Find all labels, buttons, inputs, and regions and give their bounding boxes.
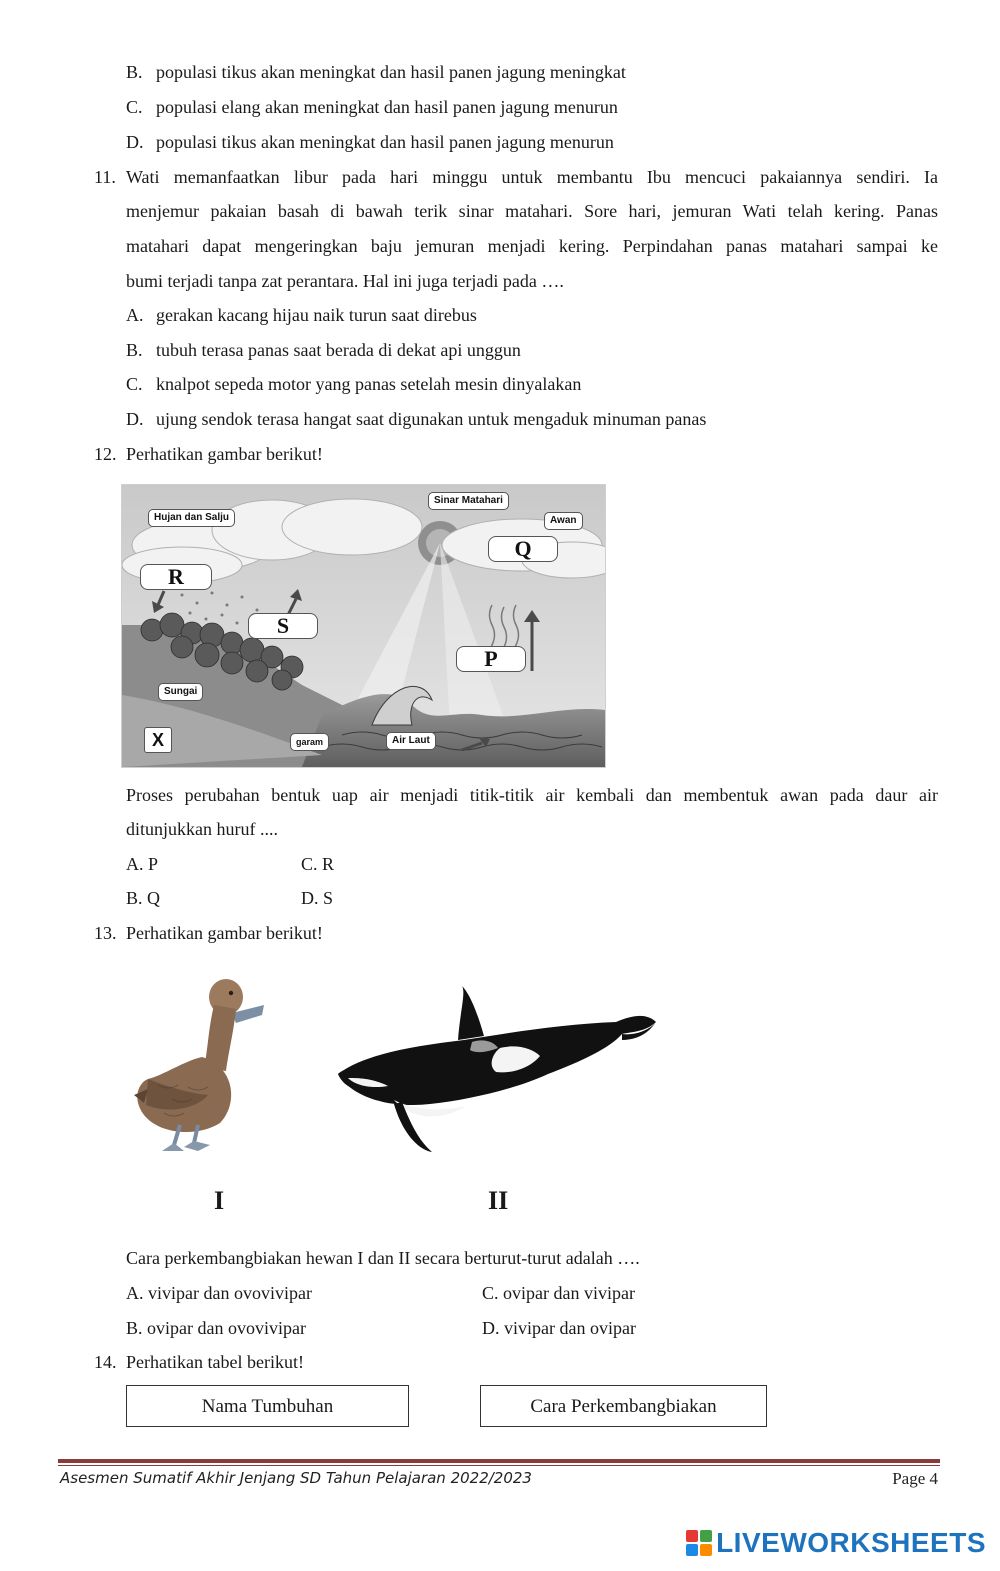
label-sungai: Sungai (158, 683, 203, 701)
option-letter: D. (126, 132, 144, 152)
q11-line-4: bumi terjadi tanpa zat perantara. Hal ini juga terjadi pada …. (126, 271, 564, 291)
q13-option-a[interactable]: A. vivipar dan ovovivipar (126, 1283, 312, 1303)
q12-line-1: Proses perubahan bentuk uap air menjadi titik-titik air kembali dan membentuk awan pada daur air (126, 785, 938, 805)
question-number-14: 14. (94, 1352, 117, 1372)
label-garam: garam (290, 733, 329, 751)
letter-r: R (140, 564, 212, 590)
option-letter: B. (126, 62, 143, 82)
q12-option-b[interactable]: B. Q (126, 888, 161, 908)
option-letter: C. (126, 374, 143, 394)
q11-line-1: Wati memanfaatkan libur pada hari minggu untuk membantu Ibu mencuci pakaiannya sendiri. Ia (126, 167, 938, 187)
option-text: gerakan kacang hijau naik turun saat direbus (156, 305, 477, 325)
label-sinar-matahari: Sinar Matahari (428, 492, 509, 510)
footer-title: Asesmen Sumatif Akhir Jenjang SD Tahun Pelajaran 2022/2023 (60, 1469, 532, 1487)
question-number-13: 13. (94, 923, 117, 943)
q12-option-c[interactable]: C. R (301, 854, 335, 874)
letter-p: P (456, 646, 526, 672)
q13-option-b[interactable]: B. ovipar dan ovovivipar (126, 1318, 306, 1338)
q11-line-2: menjemur pakaian basah di bawah terik sinar matahari. Sore hari, jemuran Wati telah kering. Panas (126, 201, 938, 221)
option-letter: C. (126, 97, 143, 117)
orca-image (334, 982, 664, 1157)
question-number-11: 11. (94, 167, 116, 187)
animal-label-1: I (214, 1186, 225, 1215)
option-text: knalpot sepeda motor yang panas setelah mesin dinyalakan (156, 374, 582, 394)
q11-line-3: matahari dapat mengeringkan baju jemuran menjadi kering. Perpindahan panas matahari sampai ke (126, 236, 938, 256)
option-text: populasi tikus akan meningkat dan hasil panen jagung meningkat (156, 62, 626, 82)
q12-line-2: ditunjukkan huruf .... (126, 819, 278, 839)
footer-rule (58, 1459, 940, 1463)
q14-prompt: Perhatikan tabel berikut! (126, 1352, 304, 1372)
water-cycle-figure (121, 484, 606, 768)
option-letter: A. (126, 305, 144, 325)
footer-rule-thin (58, 1465, 940, 1466)
letter-x: X (144, 727, 172, 753)
option-letter: B. (126, 340, 143, 360)
liveworksheets-icon (686, 1530, 712, 1556)
q12-option-d[interactable]: D. S (301, 888, 334, 908)
option-text: populasi elang akan meningkat dan hasil panen jagung menurun (156, 97, 618, 117)
option-text: tubuh terasa panas saat berada di dekat api unggun (156, 340, 521, 360)
liveworksheets-logo[interactable] (686, 1527, 986, 1559)
duck-image (128, 975, 273, 1160)
letter-q: Q (488, 536, 558, 562)
question-number-12: 12. (94, 444, 117, 464)
label-hujan-dan-salju: Hujan dan Salju (148, 509, 235, 527)
animal-label-2: II (488, 1186, 509, 1215)
q12-option-a[interactable]: A. P (126, 854, 159, 874)
liveworksheets-text: LIVEWORKSHEETS (716, 1527, 986, 1558)
q12-prompt: Perhatikan gambar berikut! (126, 444, 323, 464)
table-header-nama-tumbuhan: Nama Tumbuhan (126, 1385, 409, 1427)
option-text: populasi tikus akan meningkat dan hasil panen jagung menurun (156, 132, 614, 152)
water-cycle-illustration (122, 485, 605, 767)
q13-prompt: Perhatikan gambar berikut! (126, 923, 323, 943)
q13-option-c[interactable]: C. ovipar dan vivipar (482, 1283, 635, 1303)
option-text: ujung sendok terasa hangat saat digunakan untuk mengaduk minuman panas (156, 409, 707, 429)
option-letter: D. (126, 409, 144, 429)
page-number: Page 4 (892, 1469, 938, 1488)
label-awan: Awan (544, 512, 583, 530)
q13-option-d[interactable]: D. vivipar dan ovipar (482, 1318, 636, 1338)
table-header-cara-perkembangbiakan: Cara Perkembangbiakan (480, 1385, 767, 1427)
letter-s: S (248, 613, 318, 639)
label-air-laut: Air Laut (386, 732, 436, 750)
q13-question: Cara perkembangbiakan hewan I dan II secara berturut-turut adalah …. (126, 1248, 640, 1268)
